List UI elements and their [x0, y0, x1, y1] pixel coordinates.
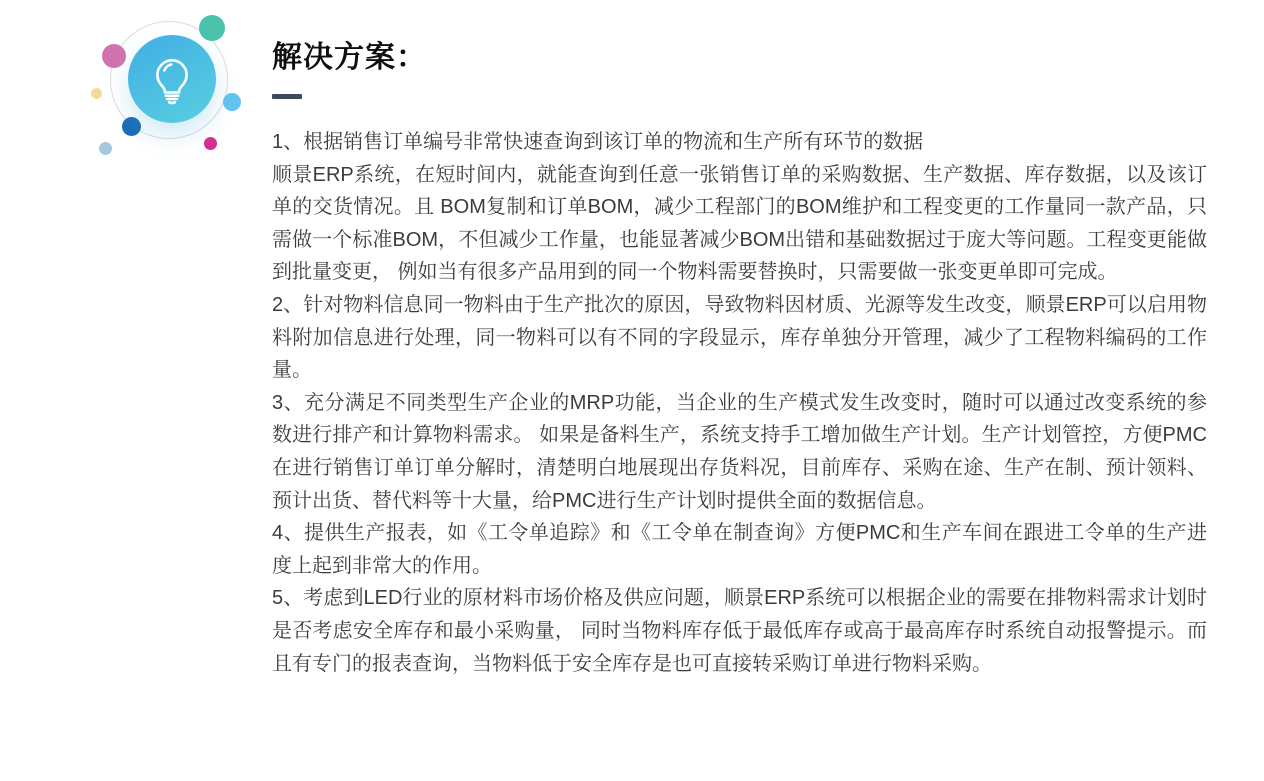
solution-paragraph: 1、根据销售订单编号非常快速查询到该订单的物流和生产所有环节的数据 [272, 131, 924, 153]
decor-dot-teal [199, 15, 225, 41]
solution-paragraph: 5、考虑到LED行业的原材料市场价格及供应问题，顺景ERP系统可以根据企业的需要在排物料需求计划时是否考虑安全库存和最小采购量， 同时当物料库存低于最低库存或高于最高库存时系统自动报警提示。而且有专门的报表查询，当物料低于安全库存是也可直接转采购订单进行物料采购。 [272, 587, 1207, 675]
content-column [272, 40, 1207, 680]
solution-text [272, 126, 1207, 680]
solution-paragraph: 3、充分满足不同类型生产企业的MRP功能，当企业的生产模式发生改变时，随时可以通过改变系统的参数进行排产和计算物料需求。 如果是备料生产，系统支持手工增加做生产计划。生产计划管控，方便PMC在进行销售订单订单分解时，清楚明白地展现出存货料况，目前库存、采购在途、生产在制、预计领料、预计出货、替代料等十大量，给PMC进行生产计划时提供全面的数据信息。 [272, 391, 1207, 512]
solution-paragraph: 顺景ERP系统，在短时间内，就能查询到任意一张销售订单的采购数据、生产数据、库存数据，以及该订单的交货情况。且 BOM复制和订单BOM，减少工程部门的BOM维护和工程变更的工作量同一款产品，只需做一个标准BOM，不但减少工作量，也能显著减少BOM出错和基础数据过于庞大等问题。工程变更能做到批量变更， 例如当有很多产品用到的同一个物料需要替换时，只需要做一张变更单即可完成。 [272, 163, 1207, 284]
decor-dot-darkblue [122, 117, 141, 136]
lightbulb-icon [146, 51, 198, 107]
idea-icon-cluster [85, 8, 260, 178]
decor-dot-pink [102, 44, 126, 68]
solution-paragraph: 4、提供生产报表，如《工令单追踪》和《工令单在制查询》方便PMC和生产车间在跟进工令单的生产进度上起到非常大的作用。 [272, 522, 1207, 577]
decor-dot-yellow [91, 88, 102, 99]
lightbulb-circle [128, 35, 216, 123]
decor-dot-lightblue [223, 93, 241, 111]
page-title: 解决方案： [272, 41, 427, 74]
title-divider [272, 94, 302, 99]
solution-paragraph: 2、针对物料信息同一物料由于生产批次的原因，导致物料因材质、光源等发生改变，顺景ERP可以启用物料附加信息进行处理，同一物料可以有不同的字段显示，库存单独分开管理，减少了工程物料编码的工作量。 [272, 293, 1207, 382]
decor-dot-steelblue [99, 142, 112, 155]
decor-dot-magenta [204, 137, 217, 150]
